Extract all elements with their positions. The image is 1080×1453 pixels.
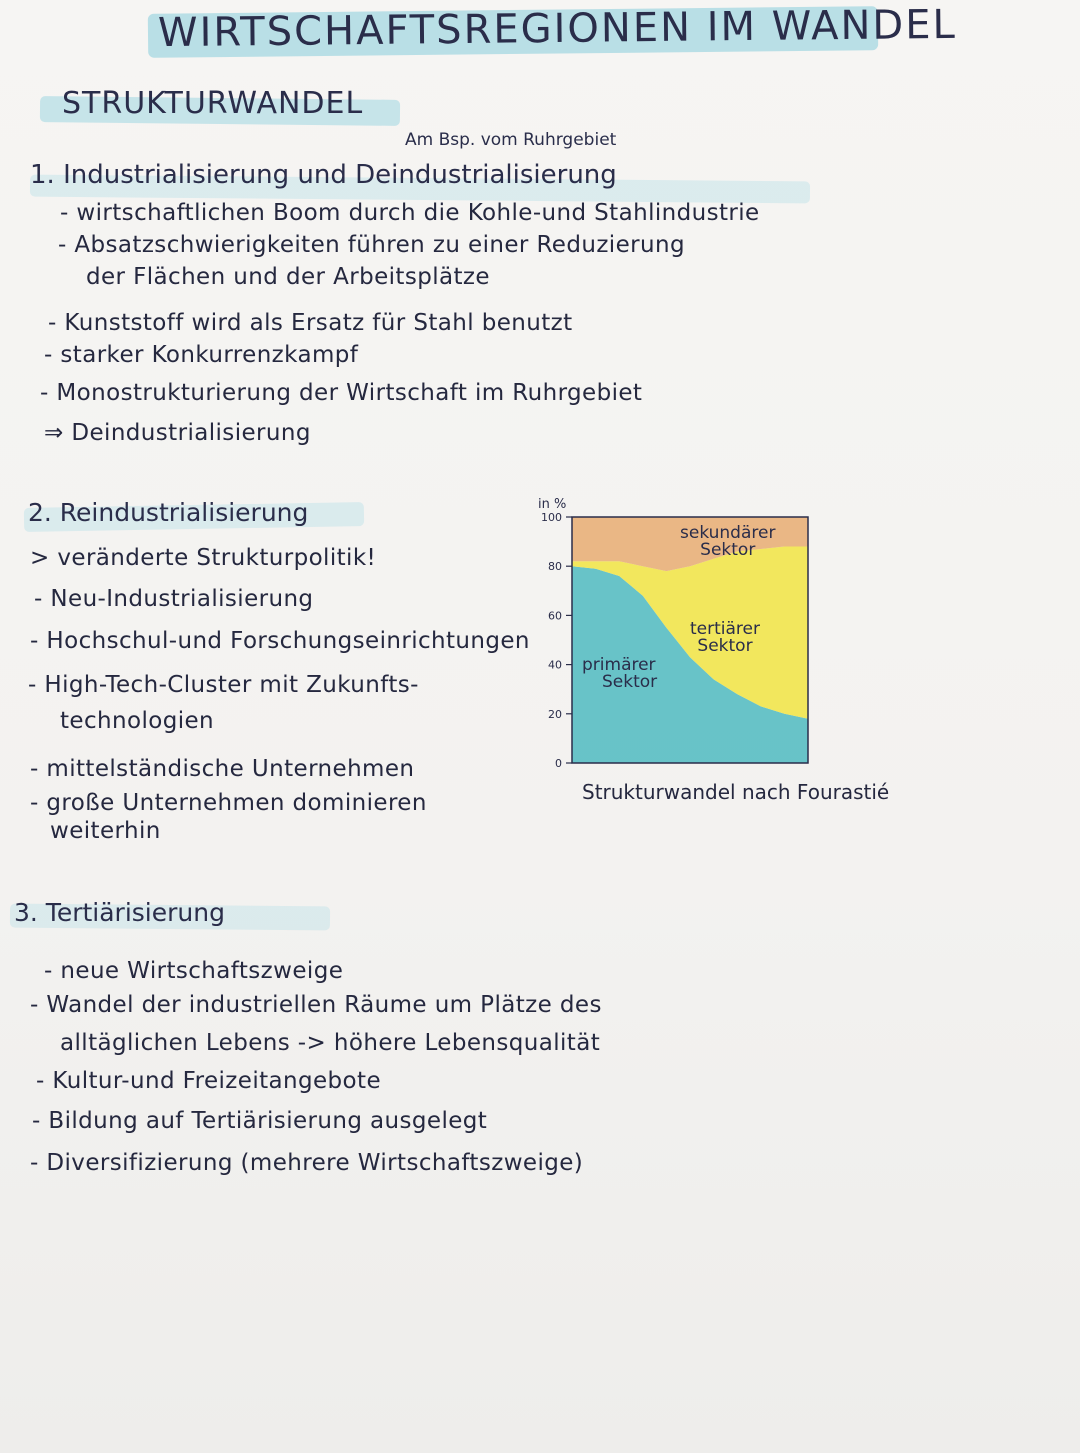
section1-line: der Flächen und der Arbeitsplätze [86,264,490,290]
section3-line: alltäglichen Lebens -> höhere Lebensqualität [60,1030,601,1056]
section1-line: - starker Konkurrenzkampf [44,342,359,368]
section3-line: - Kultur-und Freizeitangebote [36,1068,381,1094]
section3-line: - Diversifizierung (mehrere Wirtschaftszweige) [30,1150,584,1176]
section1-heading: 1. Industrialisierung und Deindustrialisierung [30,160,617,190]
label-primary-line1: primärer [582,655,656,675]
section2-line: > veränderte Strukturpolitik! [30,545,377,571]
section1-line: - wirtschaftlichen Boom durch die Kohle-und Stahlindustrie [60,200,760,226]
section1-line: - Kunststoff wird als Ersatz für Stahl benutzt [48,310,573,336]
section3-heading: 3. Tertiärisierung [14,898,225,927]
structural-change-chart [520,495,1000,825]
subtitle-detail: Am Bsp. vom Ruhrgebiet [405,130,617,150]
page-title: WIRTSCHAFTSREGIONEN IM WANDEL [157,1,957,57]
section1-line: - Monostrukturierung der Wirtschaft im Ruhrgebiet [40,380,643,406]
chart-caption: Strukturwandel nach Fourastié [582,780,890,804]
section1-conclusion: ⇒ Deindustrialisierung [44,420,311,446]
label-secondary-sector [680,525,775,559]
section2-line: - High-Tech-Cluster mit Zukunfts- [28,672,419,698]
label-secondary-line1: sekundärer [680,523,776,543]
y-tick-label: 0 [555,757,562,770]
section2-line: - große Unternehmen dominieren [30,790,427,816]
section2-heading: 2. Reindustrialisierung [28,498,309,527]
section2-line: - Neu-Industrialisierung [34,586,314,612]
y-tick-label: 80 [548,560,562,574]
section2-line: technologien [60,708,215,734]
section3-line: - neue Wirtschaftszweige [44,958,344,984]
section2-line: - Hochschul-und Forschungseinrichtungen [30,628,530,654]
section3-line: - Bildung auf Tertiärisierung ausgelegt [32,1108,488,1134]
subtitle-main: STRUKTURWANDEL [62,86,364,121]
y-tick-label: 20 [548,707,562,721]
label-tertiary-sector [690,621,760,655]
chart-ylabel: in % [538,497,567,512]
y-tick-label: 60 [548,609,562,623]
label-primary-line2: Sektor [602,672,658,692]
label-tertiary-line2: Sektor [697,636,753,656]
y-tick-label: 40 [548,658,562,672]
label-tertiary-line1: tertiärer [690,619,760,639]
section2-line: - mittelständische Unternehmen [30,756,415,782]
section2-line: weiterhin [50,818,161,844]
label-secondary-line2: Sektor [700,540,756,560]
y-tick-label: 100 [541,511,562,524]
section1-line: - Absatzschwierigkeiten führen zu einer Reduzierung [58,232,685,258]
label-primary-sector [582,657,657,691]
section3-line: - Wandel der industriellen Räume um Plätze des [30,992,602,1018]
